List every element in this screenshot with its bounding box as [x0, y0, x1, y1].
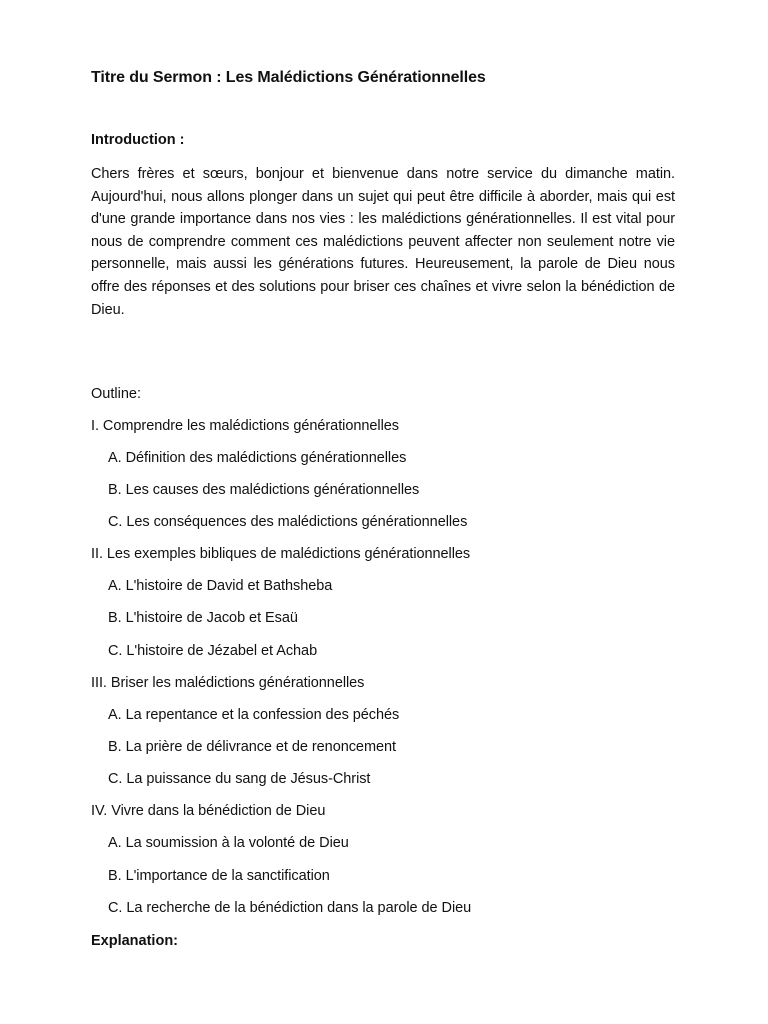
outline-subitem: B. La prière de délivrance et de renoncement — [108, 739, 396, 755]
introduction-heading: Introduction : — [91, 132, 185, 148]
outline-subitem: A. Définition des malédictions générationnelles — [108, 450, 407, 466]
outline-subitem: A. L'histoire de David et Bathsheba — [108, 578, 333, 594]
outline-section-heading: I. Comprendre les malédictions générationnelles — [91, 418, 399, 434]
outline-section-heading: II. Les exemples bibliques de malédictions générationnelles — [91, 546, 471, 562]
outline-subitem: C. La recherche de la bénédiction dans la parole de Dieu — [108, 900, 472, 916]
outline-subitem: B. L'histoire de Jacob et Esaü — [108, 610, 298, 626]
introduction-paragraph: Chers frères et sœurs, bonjour et bienvenue dans notre service du dimanche matin. Aujourd'hui, nous allons plonger dans un sujet qui peut être difficile à aborder, mais qui est d'une grande importance dans nos vies : les malédictions générationnelles. Il est vital pour nous de comprendre comment ces malédictions peuvent affecter non seulement notre vie personnelle, mais aussi les générations futures. Heureusement, la parole de Dieu nous offre des réponses et des solutions pour briser ces chaînes et vivre selon la bénédiction de Dieu. — [91, 166, 675, 318]
outline-subitem: C. La puissance du sang de Jésus-Christ — [108, 771, 371, 787]
explanation-heading: Explanation: — [91, 933, 179, 949]
outline-subitem: A. La soumission à la volonté de Dieu — [108, 835, 349, 851]
sermon-title: Titre du Sermon : Les Malédictions Générationnelles — [91, 69, 486, 86]
outline-subitem: C. Les conséquences des malédictions générationnelles — [108, 514, 468, 530]
outline-subitem: B. Les causes des malédictions générationnelles — [108, 482, 420, 498]
outline-label: Outline: — [91, 386, 141, 402]
outline-subitem: B. L'importance de la sanctification — [108, 868, 330, 884]
outline-subitem: C. L'histoire de Jézabel et Achab — [108, 643, 318, 659]
outline-subitem: A. La repentance et la confession des péchés — [108, 707, 400, 723]
outline-section-heading: III. Briser les malédictions générationnelles — [91, 675, 365, 691]
outline-section-heading: IV. Vivre dans la bénédiction de Dieu — [91, 803, 326, 819]
